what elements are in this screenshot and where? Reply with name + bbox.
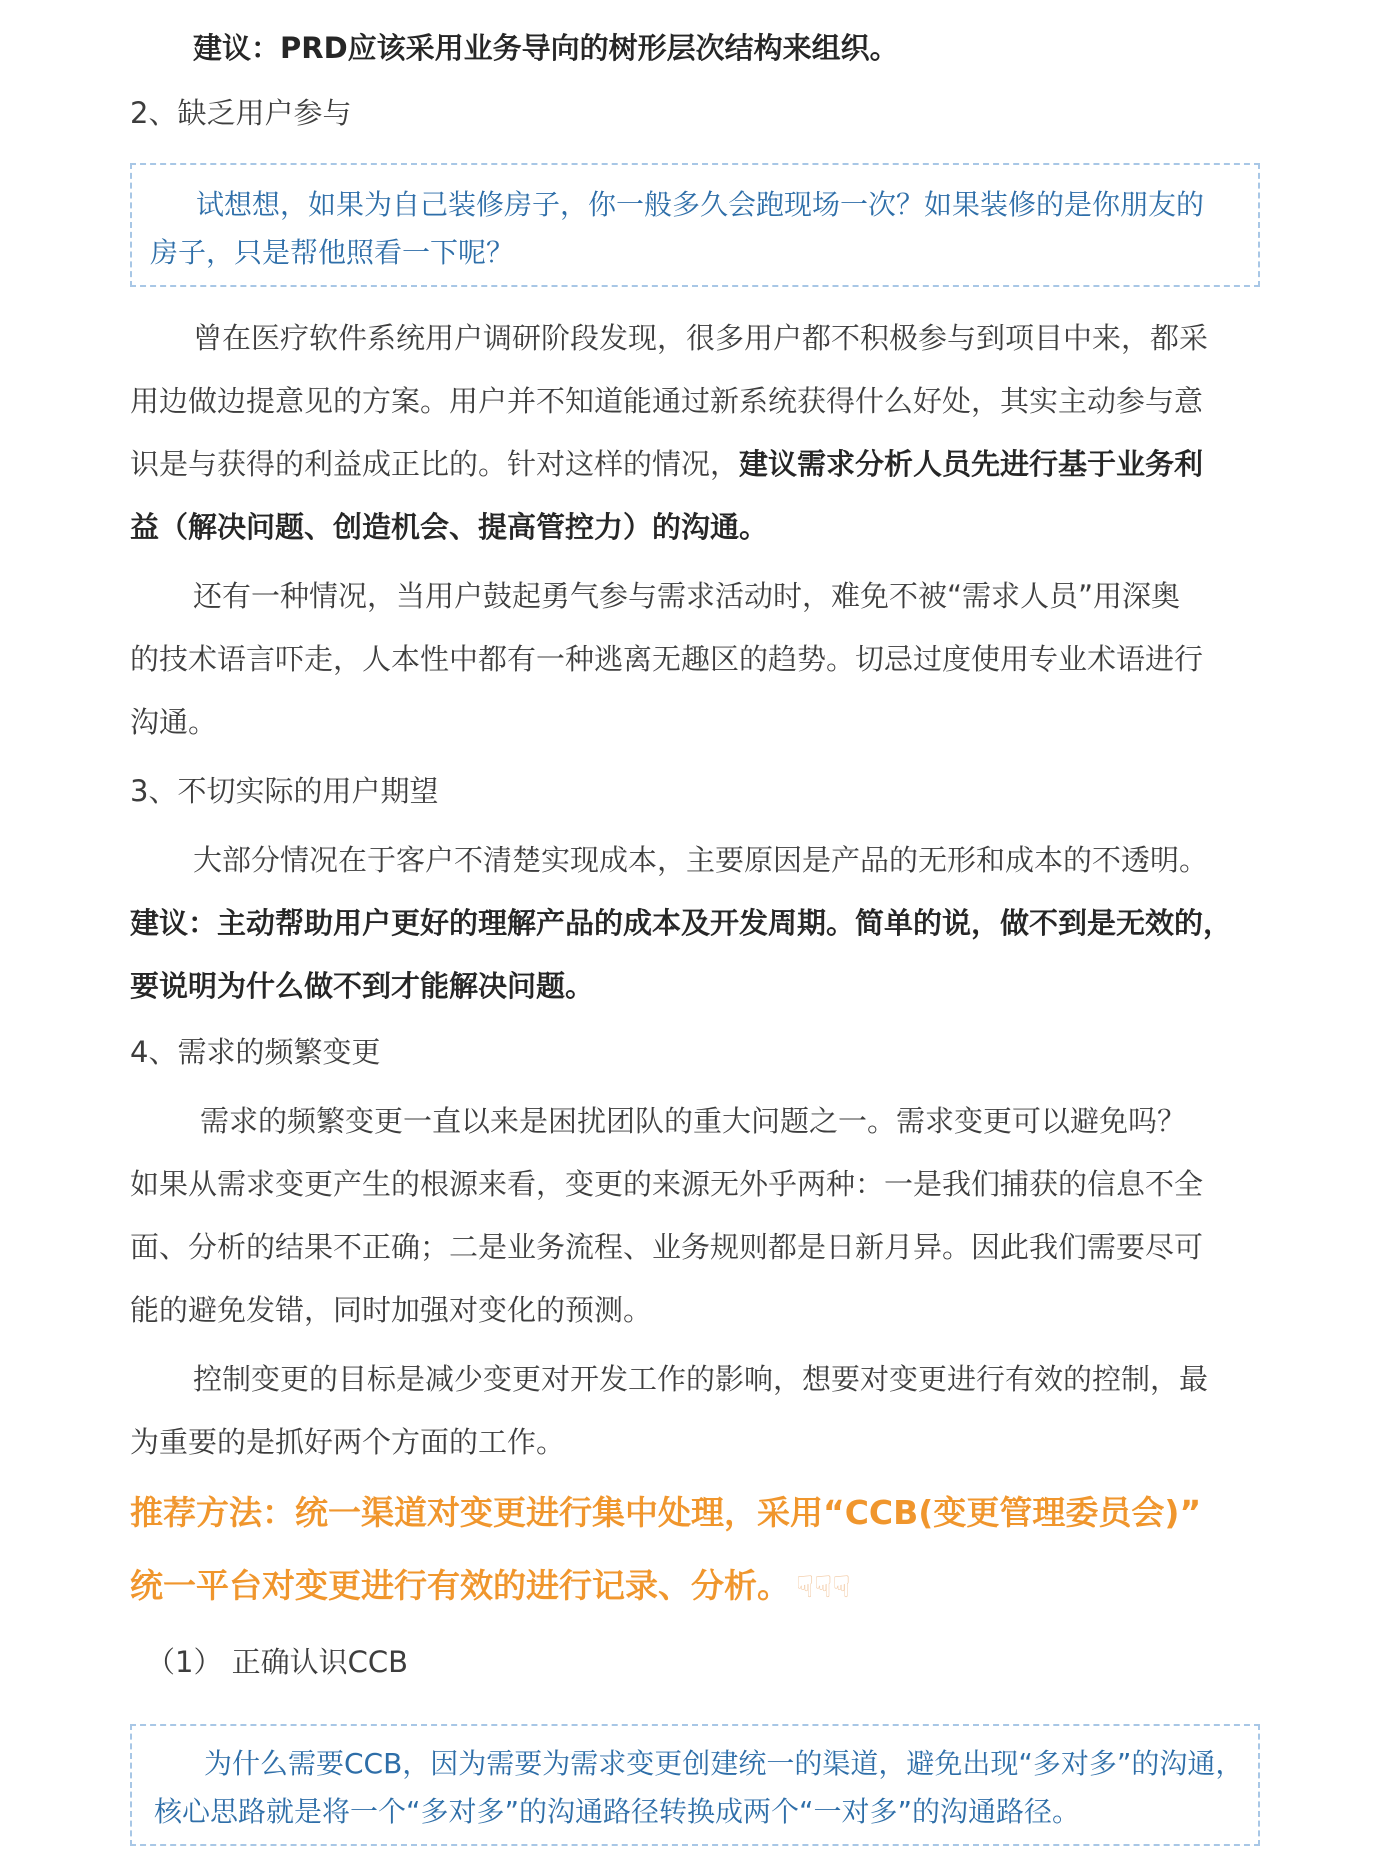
quote-box-1: [130, 163, 1260, 287]
paragraph-3-line-2-bold: 建议：主动帮助用户更好的理解产品的成本及开发周期。简单的说，做不到是无效的，: [130, 906, 1233, 940]
paragraph-4-line-1: 需求的频繁变更一直以来是困扰团队的重大问题之一。需求变更可以避免吗？: [200, 1104, 1187, 1138]
paragraph-3-line-3-bold: 要说明为什么做不到才能解决问题。: [130, 969, 595, 1003]
paragraph-1-line-3b-bold: 建议需求分析人员先进行基于业务利: [739, 447, 1204, 481]
quote-2-line-2: 核心思路就是将一个“多对多”的沟通路径转换成两个“一对多”的沟通路径。: [154, 1795, 1081, 1828]
paragraph-3-line-2: [130, 903, 1232, 943]
quote-1-line-1: 试想想，如果为自己装修房子，你一般多久会跑现场一次？如果装修的是你朋友的: [196, 188, 1205, 221]
suggestion-line: [193, 28, 899, 68]
paragraph-3-line-1: 大部分情况在于客户不清楚实现成本，主要原因是产品的无形和成本的不透明。: [193, 843, 1209, 877]
paragraph-4-line-2: 如果从需求变更产生的根源来看，变更的来源无外乎两种：一是我们捕获的信息不全: [130, 1167, 1204, 1201]
heading-lack-user-participation: 2、缺乏用户参与: [130, 96, 352, 130]
paragraph-1-line-4-bold: 益（解决问题、创造机会、提高管控力）的沟通。: [130, 510, 769, 544]
suggestion-text: 建议：PRD应该采用业务导向的树形层次结构来组织。: [193, 31, 899, 65]
paragraph-1-line-1: 曾在医疗软件系统用户调研阶段发现，很多用户都不积极参与到项目中来，都采: [193, 321, 1209, 355]
recommend-line-2: [130, 1564, 851, 1610]
quote-box-2: [130, 1724, 1260, 1846]
paragraph-5-line-2: 为重要的是抓好两个方面的工作。: [130, 1425, 566, 1459]
quote-1-line-2: 房子，只是帮他照看一下呢？: [150, 236, 515, 269]
paragraph-2-line-3: 沟通。: [130, 705, 218, 739]
quote-2-line-1: 为什么需要CCB，因为需要为需求变更创建统一的渠道，避免出现“多对多”的沟通，: [204, 1747, 1244, 1780]
heading-unrealistic-expectations: 3、不切实际的用户期望: [130, 774, 439, 808]
paragraph-4-line-4: 能的避免发错，同时加强对变化的预测。: [130, 1293, 653, 1327]
paragraph-1-line-2: 用边做边提意见的方案。用户并不知道能通过新系统获得什么好处，其实主动参与意: [130, 384, 1204, 418]
paragraph-1-line-3: [130, 444, 1203, 484]
paragraph-2-line-2: 的技术语言吓走，人本性中都有一种逃离无趣区的趋势。切忌过度使用专业术语进行: [130, 642, 1204, 676]
paragraph-1-line-3a: 识是与获得的利益成正比的。针对这样的情况，: [130, 447, 740, 481]
paragraph-3-line-3: [130, 966, 594, 1006]
paragraph-4-line-3: 面、分析的结果不正确；二是业务流程、业务规则都是日新月异。因此我们需要尽可: [130, 1230, 1204, 1264]
recommend-line-2-text: 统一平台对变更进行有效的进行记录、分析。: [130, 1566, 790, 1605]
paragraph-5-line-1: 控制变更的目标是减少变更对开发工作的影响，想要对变更进行有效的控制，最: [193, 1362, 1209, 1396]
heading-frequent-changes: 4、需求的频繁变更: [130, 1035, 381, 1069]
subheading-ccb: （1） 正确认识CCB: [146, 1645, 409, 1679]
pointing-down-hand-icon: ☟☟☟: [796, 1570, 851, 1605]
paragraph-2-line-1: 还有一种情况，当用户鼓起勇气参与需求活动时，难免不被“需求人员”用深奥: [193, 579, 1181, 613]
recommend-line-1: 推荐方法：统一渠道对变更进行集中处理，采用“CCB(变更管理委员会)”: [130, 1493, 1202, 1532]
paragraph-1-line-4: [130, 507, 768, 547]
